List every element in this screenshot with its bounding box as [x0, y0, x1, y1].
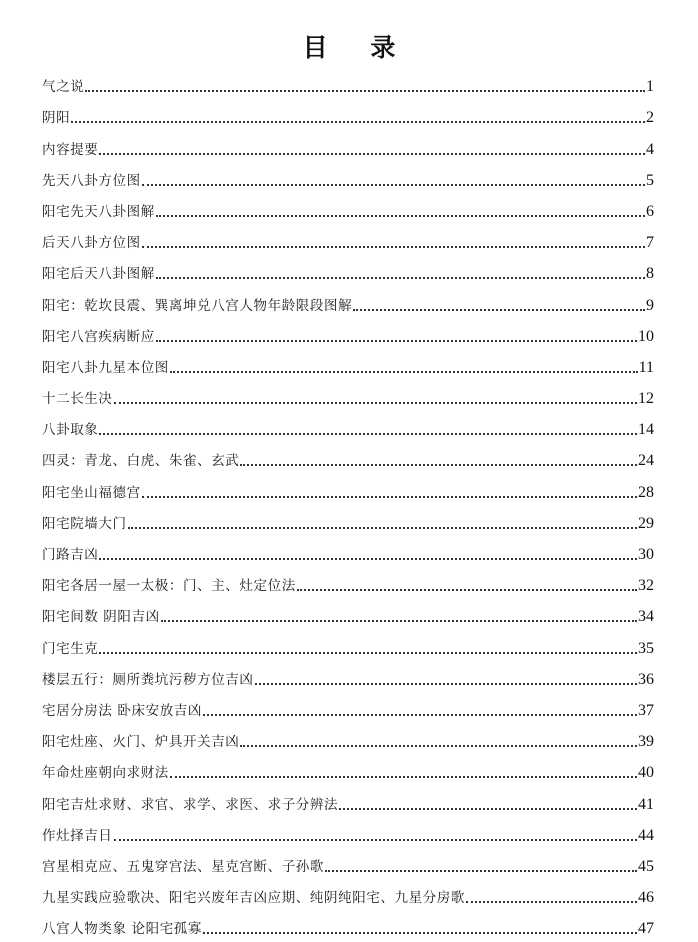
toc-entry-page-number: 28 [638, 483, 654, 501]
toc-entry-label: 阳宅八卦九星本位图 [42, 359, 169, 376]
dot-leader [114, 391, 638, 407]
toc-entry[interactable] [42, 251, 654, 282]
toc-entry[interactable] [42, 95, 654, 126]
toc-entry[interactable] [42, 688, 654, 719]
toc-entry-page-number: 40 [638, 764, 654, 782]
dot-leader [297, 578, 637, 594]
dot-leader [170, 360, 638, 376]
toc-entry[interactable] [42, 625, 654, 656]
toc-entry[interactable] [42, 220, 654, 251]
toc-entry-page-number: 32 [638, 577, 654, 595]
toc-entry[interactable] [42, 657, 654, 688]
toc-entry-page-number: 4 [646, 140, 654, 158]
toc-entry[interactable] [42, 781, 654, 812]
toc-entry-page-number: 34 [638, 608, 654, 626]
toc-entry-page-number: 8 [646, 265, 654, 283]
toc-entry-page-number: 24 [638, 452, 654, 470]
toc-entry-label: 阳宅间数 阴阳吉凶 [42, 609, 160, 626]
toc-entry[interactable] [42, 750, 654, 781]
toc-entry[interactable] [42, 282, 654, 313]
toc-entry[interactable] [42, 314, 654, 345]
dot-leader [99, 547, 637, 563]
dot-leader [156, 204, 645, 220]
toc-entry-label: 内容提要 [42, 141, 99, 158]
toc-entry-page-number: 1 [646, 78, 654, 96]
toc-entry-label: 气之说 [42, 79, 85, 96]
dot-leader [161, 609, 637, 625]
toc-entry-page-number: 6 [646, 202, 654, 220]
toc-entry-label: 阳宅灶座、火门、炉具开关吉凶 [42, 734, 240, 751]
dot-leader [353, 298, 645, 314]
toc-entry-label: 后天八卦方位图 [42, 235, 141, 252]
dot-leader [142, 173, 645, 189]
dot-leader [99, 641, 637, 657]
dot-leader [255, 672, 638, 688]
toc-entry-label: 阳宅后天八卦图解 [42, 266, 155, 283]
toc-entry[interactable] [42, 719, 654, 750]
toc-entry-page-number: 46 [638, 889, 654, 907]
toc-entry[interactable] [42, 158, 654, 189]
dot-leader [240, 734, 637, 750]
toc-entry-label: 四灵：青龙、白虎、朱雀、玄武 [42, 453, 240, 470]
toc-entry-label: 宫星相克应、五鬼穿宫法、星克宫断、子孙歌 [42, 858, 324, 875]
toc-entry[interactable] [42, 532, 654, 563]
toc-entry-label: 阳宅八宫疾病断应 [42, 328, 155, 345]
toc-entry-page-number: 36 [638, 670, 654, 688]
toc-entry-label: 阳宅：乾坎艮震、巽离坤兑八宫人物年龄限段图解 [42, 297, 353, 314]
toc-entry-page-number: 11 [638, 358, 654, 376]
dot-leader [85, 79, 645, 95]
toc-entry-page-number: 45 [638, 857, 654, 875]
toc-entry[interactable] [42, 906, 654, 937]
dot-leader [142, 485, 637, 501]
dot-leader [128, 516, 637, 532]
toc-entry[interactable] [42, 407, 654, 438]
toc-entry[interactable] [42, 501, 654, 532]
toc-entry-page-number: 47 [638, 920, 654, 938]
toc-entry-page-number: 39 [638, 733, 654, 751]
toc-entry[interactable] [42, 469, 654, 500]
toc-entry-page-number: 5 [646, 171, 654, 189]
toc-entry-page-number: 44 [638, 826, 654, 844]
toc-entry-page-number: 12 [638, 390, 654, 408]
toc-entry[interactable] [42, 64, 654, 95]
toc-entry[interactable] [42, 594, 654, 625]
toc-entry-label: 宅居分房法 卧床安放吉凶 [42, 702, 202, 719]
dot-leader [325, 859, 637, 875]
dot-leader [203, 703, 637, 719]
dot-leader [466, 890, 637, 906]
toc-entry-label: 年命灶座朝向求财法 [42, 765, 169, 782]
toc-entry[interactable] [42, 345, 654, 376]
toc-entry[interactable] [42, 189, 654, 220]
toc-entry[interactable] [42, 126, 654, 157]
dot-leader [99, 142, 645, 158]
toc-entry-label: 阳宅院墙大门 [42, 515, 127, 532]
toc-entry-page-number: 7 [646, 234, 654, 252]
dot-leader [99, 422, 637, 438]
toc-entry-label: 八卦取象 [42, 422, 99, 439]
toc-entry-label: 先天八卦方位图 [42, 172, 141, 189]
toc-entry-label: 阳宅坐山福德宫 [42, 484, 141, 501]
dot-leader [203, 921, 637, 937]
toc-entry[interactable] [42, 376, 654, 407]
dot-leader [71, 110, 645, 126]
dot-leader [156, 329, 637, 345]
dot-leader [156, 266, 645, 282]
toc-entry-label: 九星实践应验歌决、阳宅兴废年吉凶应期、纯阴纯阳宅、九星分房歌 [42, 890, 465, 907]
table-of-contents [42, 64, 654, 937]
dot-leader [142, 235, 645, 251]
toc-entry-page-number: 30 [638, 546, 654, 563]
toc-entry-page-number: 14 [638, 421, 654, 439]
toc-entry[interactable] [42, 875, 654, 906]
toc-entry[interactable] [42, 844, 654, 875]
toc-entry-label: 作灶择吉日 [42, 827, 113, 844]
toc-entry-page-number: 10 [638, 327, 654, 345]
toc-entry-label: 楼层五行：厕所粪坑污秽方位吉凶 [42, 671, 254, 688]
dot-leader [114, 828, 638, 844]
page-title [0, 28, 698, 64]
dot-leader [339, 797, 637, 813]
toc-entry[interactable] [42, 438, 654, 469]
toc-entry-label: 阳宅先天八卦图解 [42, 203, 155, 220]
dot-leader [240, 453, 637, 469]
toc-entry[interactable] [42, 813, 654, 844]
toc-entry-label: 十二长生决 [42, 391, 113, 408]
toc-entry-page-number: 35 [638, 639, 654, 657]
toc-entry-page-number: 37 [638, 701, 654, 719]
toc-entry-label: 阳宅吉灶求财、求官、求学、求医、求子分辨法 [42, 796, 339, 813]
toc-entry-label: 门路吉凶 [42, 547, 99, 563]
toc-entry-label: 门宅生克 [42, 640, 99, 657]
toc-entry-label: 阴阳 [42, 110, 71, 127]
toc-entry-page-number: 29 [638, 514, 654, 532]
toc-entry-label: 八宫人物类象 论阳宅孤寡 [42, 921, 202, 938]
toc-entry-page-number: 41 [638, 795, 654, 813]
dot-leader [170, 765, 637, 781]
title-char-1: 目 [302, 33, 328, 62]
toc-entry-page-number: 9 [646, 296, 654, 314]
toc-entry[interactable] [42, 563, 654, 594]
toc-entry-page-number: 2 [646, 109, 654, 127]
title-char-2: 录 [370, 33, 396, 62]
toc-entry-label: 阳宅各居一屋一太极：门、主、灶定位法 [42, 578, 296, 595]
